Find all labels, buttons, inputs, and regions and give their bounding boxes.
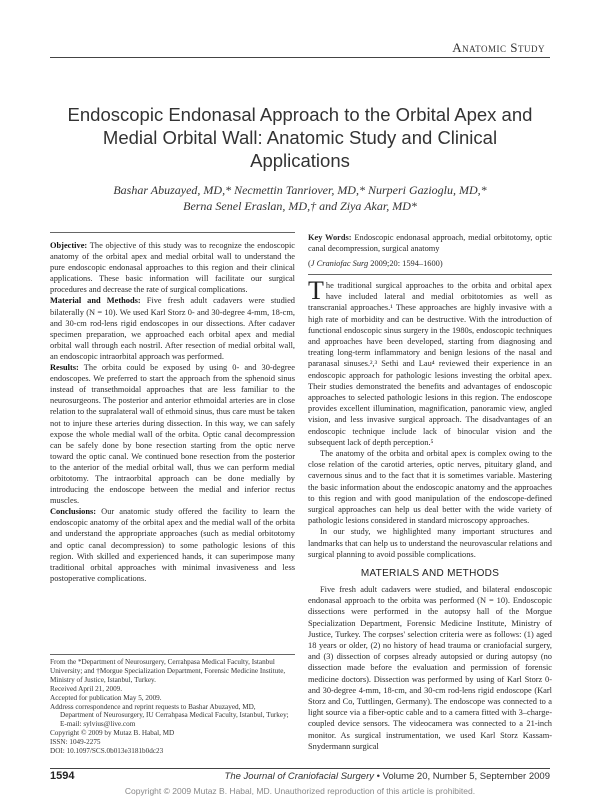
results-text: The orbita could be exposed by using 0- and 30-degree endoscopes. We preferred to start the approach from the sphenoid sinus instead of transethmoidal approaches that are less familiar to the neurosurgeons. The posterior and anterior ethmoidal arteries are in close relation to the supralateral wall of ethmoid sinus, thus care must be taken not to injure these arteries during dissection. In this way, we can safely expose the whole medial wall of the orbita. Optic canal decompression can be safely done by bone resection starting from the optic nerve toward the optic canal. We continued bone resection from the posterior to the anterior of the medial orbital wall, thus we can perform medial orbitotomy. The intraorbital approach can be done medially by introducing the endoscope between the medial and inferior rectus muscles. (50, 363, 295, 506)
journal-issue: • Volume 20, Number 5, September 2009 (376, 771, 550, 782)
results-label: Results: (50, 363, 79, 373)
journal-name: The Journal of Craniofacial Surgery (224, 771, 374, 782)
citation: (J Craniofac Surg 2009;20: 1594–1600) (308, 259, 443, 268)
methods-label: Material and Methods: (50, 296, 141, 306)
abstract-results (50, 362, 295, 506)
objective-text: The objective of this study was to recognize the endoscopic anatomy of the orbital apex and medial orbital wall to understand the pure endoscopic endonasal approaches to this region and their clinical applications. These basic information will facilitate our surgical procedures and decrease the rate of surgical complications. (50, 241, 295, 295)
copyright-notice: Copyright © 2009 Mutaz B. Habal, MD. Unauthorized reproduction of this article is prohibited. (124, 786, 476, 796)
footnotes (50, 658, 295, 756)
page-number: 1594 (50, 770, 75, 782)
conclusions-label: Conclusions: (50, 507, 97, 517)
intro-p1-text: he traditional surgical approaches to the orbita and orbital apex have included lateral and medial orbitotomies as well as transcranial approaches.¹ These approaches are highly invasive with a high rate of morbidity and can be destructive. With the introduction of functional endoscopic sinus surgery in the 1980s, endoscopic techniques and approaches have been developed, starting from diagnosing and treating long-term inflammatory and benign lesions of the nasal and paranasal sinuses.²,³ Sethi and Lau⁴ reviewed their experience in an endoscopic approach for pathologic lesions investing the orbital apex. Their studies demonstrated the benefits and advantages of endoscopic approaches to selected pathologic lesions in this region. The endoscope provides excellent illumination, magnification, panoramic view, angled vision, and less invasive surgical approach. The disadvantages of an endoscopic technique include lack of binocular vision and the subsequent lack of depth perception.⁵ (308, 281, 552, 447)
abstract-conclusions (50, 506, 295, 584)
footnote-issn: ISSN: 1049-2275 (50, 738, 101, 747)
header-rule (50, 57, 550, 58)
author-list (70, 182, 530, 214)
citation-journal: J Craniofac Surg (310, 259, 369, 268)
keywords-text: Endoscopic endonasal approach, medial orbitotomy, optic canal decompression, surgical anatomy (308, 233, 553, 254)
methods-body (308, 584, 552, 752)
abstract-objective (50, 240, 295, 295)
keywords-label: Key Words: (308, 233, 352, 242)
objective-label: Objective: (50, 241, 88, 250)
conclusions-text: Our anatomic study offered the facility to learn the endoscopic anatomy of the orbital apex and the medial wall of the orbita and understand the appropriate approaches (such as medial orbitotomy and optic canal decompression) to some pathologic lesions of this region. With skilled and experienced hands, it can superimpose many traditional orbital approaches with minimal invasiveness and less postoperative complications. (50, 507, 296, 583)
footnote-copyright: Copyright © 2009 by Mutaz B. Habal, MD (50, 729, 175, 738)
keywords (308, 232, 552, 254)
keywords-rule (308, 274, 552, 275)
methods-heading: MATERIALS AND METHODS (360, 568, 500, 579)
section-label: Anatomic Study (452, 40, 545, 55)
intro-paragraph-1 (308, 276, 552, 448)
authors-line-1: Bashar Abuzayed, MD,* Necmettin Tanriover, MD,* Nurperi Gazioglu, MD,* (113, 183, 487, 197)
abstract-methods (50, 295, 295, 362)
footnote-doi: DOI: 10.1097/SCS.0b013e3181b0dc23 (50, 747, 164, 756)
footnote-affiliation: From the *Department of Neurosurgery, Cerrahpasa Medical Faculty, Istanbul University; and †Morgue Specialization Department, Forensic Medicine Institute, Ministry of Justice, Istanbul, Turkey. (50, 658, 286, 684)
footer-rule (50, 768, 550, 769)
abstract-bottom-rule (50, 654, 295, 655)
footnote-address: Department of Neurosurgery, IU Cerrahpasa Medical Faculty, Istanbul, Turkey; E-mail: sylvius@live.com (60, 711, 289, 729)
intro-paragraph-2: The anatomy of the orbita and orbital apex is complex owing to the close relation of the carotid arteries, optic nerves, pituitary gland, and cavernous sinus and to the fact that it is sometimes variable. Mastering the basic information about the endoscopic anatomy and the approaches to this region and with good manipulation of the endoscope-defined surgical approaches can help us deal better with the wide variety of pathologic lesions considered in standard microscopy approaches. (308, 449, 552, 526)
introduction (308, 276, 552, 560)
drop-cap: T (308, 276, 324, 305)
methods-paragraph-1: Five fresh adult cadavers were studied, and bilateral endoscopic endonasal approach to the orbita was performed (N = 10). Endoscopic dissections were performed in the autopsy hall of the Morgue Specialization Department, Forensic Medicine Institute, Ministry of Justice, Turkey. The corpses' selection criteria were as follows: (1) aged 18 years or older, (2) no history of head trauma or craniofacial surgery, and (3) dissection of corpses already autopsied or during autopsy (no dissection made before the evaluation and permission of forensic medicine doctors). Dissection was performed by using of Karl Storz 0- and 30-degree 4-mm, 18-cm, and 30-cm rod-lens rigid endoscope (Karl Storz and Co, Tuttlingen, Germany). The endoscope was connected to a light source via a fiber-optic cable and to a camera fitted with 3–charge-coupled device sensors. The videocamera was connected to a 21-inch monitor. As surgical instrumentation, we used Karl Storz Kassam-Snydermann surgical (308, 585, 552, 751)
footnote-accepted: Accepted for publication May 5, 2009. (50, 693, 162, 702)
footnote-correspondence: Address correspondence and reprint requests to Bashar Abuzayed, MD, (50, 702, 256, 711)
citation-details: 2009;20: 1594–1600) (370, 259, 443, 268)
article-title: Endoscopic Endonasal Approach to the Orbital Apex and Medial Orbital Wall: Anatomic Study and Clinical Applications (67, 104, 533, 171)
abstract-top-rule (50, 232, 295, 233)
authors-line-2: Berna Senel Eraslan, MD,† and Ziya Akar, MD* (183, 199, 417, 213)
abstract (50, 240, 295, 584)
intro-paragraph-3: In our study, we highlighted many important structures and landmarks that can help us to understand the neurovascular relations and surgical planning to avoid possible complications. (308, 527, 552, 559)
journal-info (225, 771, 550, 782)
methods-text: Five fresh adult cadavers were studied bilaterally (N = 10). We used Karl Storz 0- and 30-degree 4-mm, 18-cm, and 30-cm rod-lens rigid endoscopes in our dissections. After cadaver specimen preparation, we approached each orbital apex and medial orbital wall through each nostril. After resection of medial orbital wall, an endoscopic intraorbital approach was performed. (50, 296, 295, 361)
footnote-received: Received April 21, 2009. (50, 684, 123, 693)
